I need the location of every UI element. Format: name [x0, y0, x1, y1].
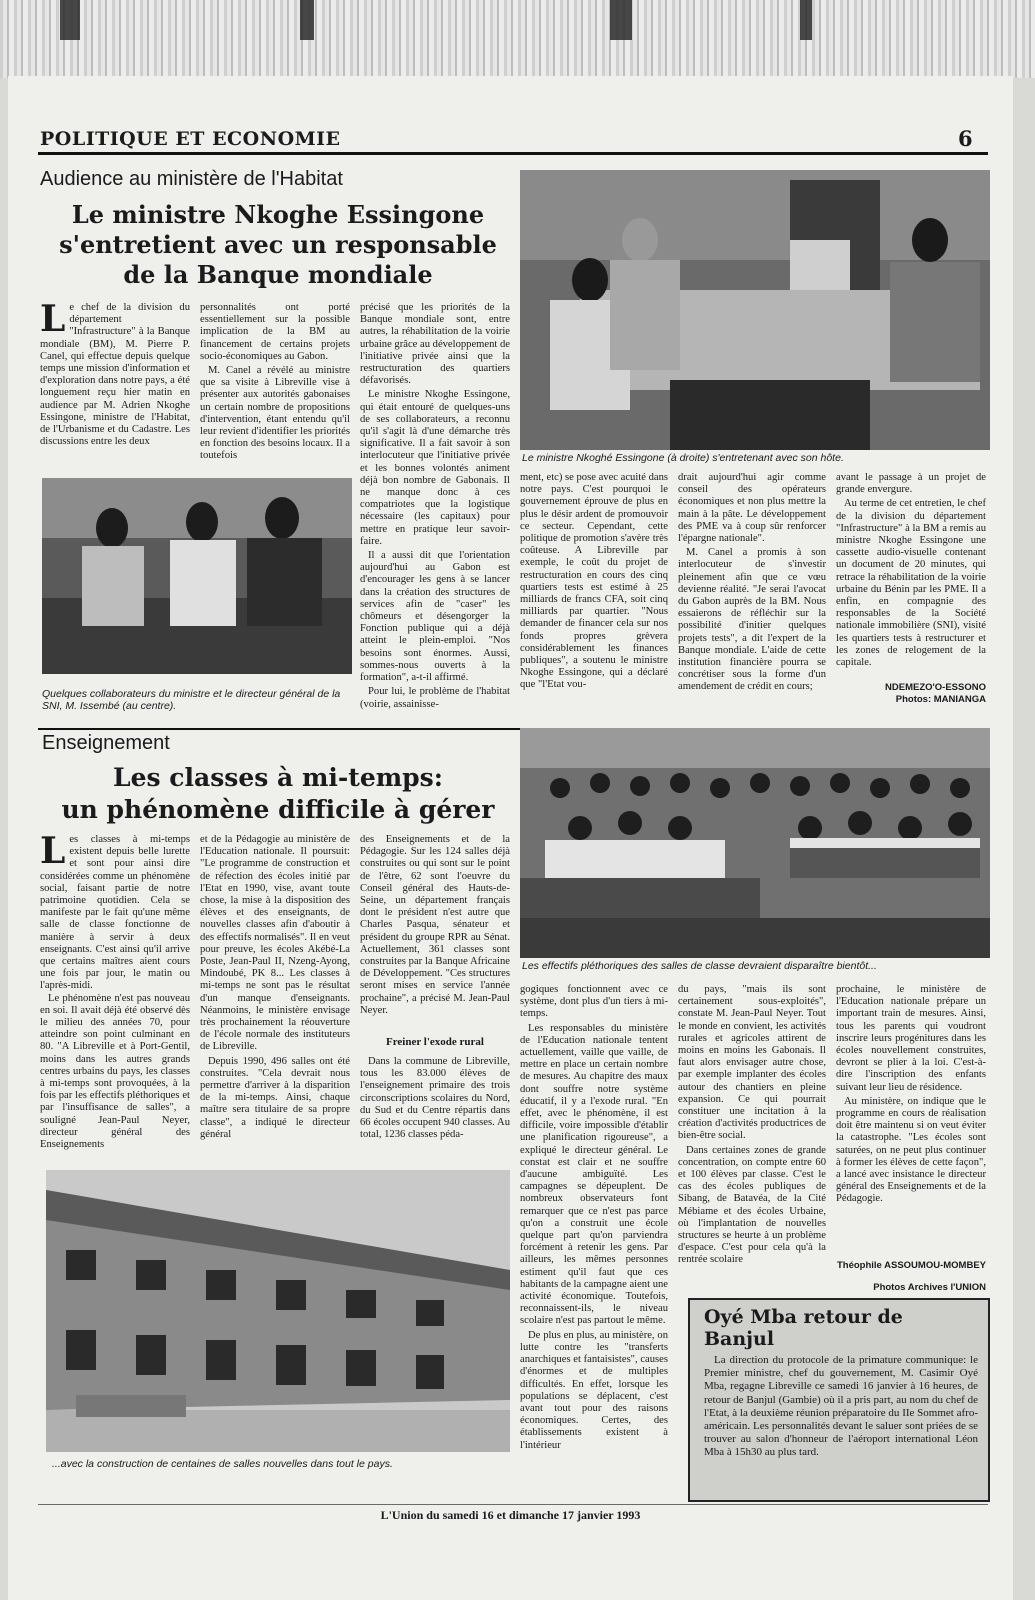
article1-column-1 — [40, 302, 190, 472]
article1-photo-collaborators — [42, 478, 352, 674]
article1-column-3 — [360, 302, 510, 722]
article2-photo1-caption: Les effectifs pléthoriques des salles de classe devraient disparaître bientôt... — [522, 960, 877, 972]
article1-paragraph: personnalités ont porté essentiellement sur la possible implication de la BM au financement de certains projets socio-économiques au Gabon. — [200, 302, 350, 362]
article1-paragraph: Le ministre Nkoghe Essingone, qui était entouré de quelques-uns de ses collaborateurs, a reconnu qu'il s'agit là d'une démarche très significative. Il a fait savoir à son interlocuteur que l'initiative privée et les bonnes volontés animent déjà bon nombre de Gabonais. Il ne manque donc à ces compatriotes que la logistique nécessaire (les capitaux) pour mettre en pratique leur savoir-faire. — [360, 389, 510, 547]
article1-paragraph: drait aujourd'hui agir comme conseil des opérateurs économiques et non plus mettre la main à la pâte. Le développement des PME va à coup sûr renforcer l'épargne nationale". — [678, 472, 826, 545]
article1-headline-line: s'entretient avec un responsable — [59, 230, 497, 259]
article1-column-6 — [836, 472, 986, 672]
article2-column-5 — [678, 984, 826, 1288]
brief-text: La direction du protocole de la primature communique: le Premier ministre, chef du gouvernement, M. Casimir Oyé Mba, regagne Libreville ce samedi 16 janvier à 16 heures, de retour de Banjul (Gambie) où il a pris part, au nom du chef de l'Etat, à la deuxième réunion préparatoire du IIe Sommet afro-américain. Les personnalités devant le saluer sont priées de se trouver au salon d'honneur de l'aéroport international Léon Mba à 15h30 au plus tard. — [704, 1354, 978, 1459]
article1-paragraph: M. Canel a révélé au ministre que sa visite à Libreville vise à présenter aux autorités gabonaises un certain nombre de propositions d'intervention, étant entendu qu'il leur revient d'identifier les priorités en fonction des besoins locaux. Il a toutefois — [200, 365, 350, 462]
article2-kicker: Enseignement — [42, 732, 170, 754]
article1-paragraph: M. Canel a promis à son interlocuteur de s'investir pleinement afin que ce vœu devienne réalité. "Je serai l'avocat du Gabon auprès de la BM. Nous essaierons de réfléchir sur la possibilité d'initier quelques projets tests", a dit l'expert de la Banque mondiale. L'aide de cette institution financière pourra se concrétiser sous la forme d'un amendement de crédit en cours; — [678, 547, 826, 693]
article2-column-2 — [200, 834, 350, 1164]
page-number: 6 — [958, 126, 974, 151]
article2-headline-line: un phénomène difficile à gérer — [61, 795, 495, 824]
article1-byline: NDEMEZO'O-ESSONO — [885, 682, 986, 693]
article2-byline: Théophile ASSOUMOU-MOMBEY — [836, 1260, 986, 1271]
article2-column-3b — [360, 1056, 510, 1166]
article1-kicker: Audience au ministère de l'Habitat — [40, 168, 343, 190]
article2-paragraph: Dans certaines zones de grande concentration, on compte entre 60 et 100 élèves par classe. C'est le cas des écoles publiques de Sibang, de Batavéa, de la Cité Mébiame et des écoles Urbaine, où l'implantation de nouvelles structures se heurte à un problème d'espace. C'est pour cela qu'à la rentrée scolaire — [678, 1144, 826, 1266]
article1-paragraph: ment, etc) se pose avec acuité dans notre pays. C'est pourquoi le gouvernement éprouve de plus en plus le désir ardent de promouvoir ce secteur. Cependant, cette politique de promotion s'avère très coûteuse. A Libreville par exemple, le coût du projet de restructuration en cours des cinq quartiers tests est estimé à 25 milliards de francs CFA, soit cinq milliards par quartier. "Nous demander de financer cela sur nos fonds propres grèvera considérablement les finances publiques", a soutenu le ministre Nkoghe Essingone, qui a déclaré que "l'Etat vou- — [520, 472, 668, 691]
article2-column-1 — [40, 834, 190, 1164]
article2-paragraph: prochaine, le ministère de l'Education nationale prépare un important train de mesures. Ainsi, tous les parents qui voudront inscrire leurs progénitures dans les écoles nouvellement construites, devront se plier à la loi. C'est-à-dire l'inscription des enfants suivant leur lieu de résidence. — [836, 984, 986, 1093]
article1-paragraph: Pour lui, le problème de l'habitat (voirie, assainisse- — [360, 686, 510, 710]
article2-drop-cap: L — [40, 834, 66, 872]
article1-photo1-caption: Le ministre Nkoghé Essingone (à droite) s'entretenant avec son hôte. — [522, 452, 844, 464]
article1-paragraph: précisé que les priorités de la Banque mondiale sont, entre autres, la réhabilitation de la voirie urbaine grâce au développement de l'initiative privée ainsi que la restructuration des quartiers défavorisés. — [360, 302, 510, 387]
article2-photo2-caption: ...avec la construction de centaines de salles nouvelles dans tout le pays. — [52, 1458, 393, 1470]
article2-subhead: Freiner l'exode rural — [386, 1036, 484, 1048]
article1-paragraph: Au terme de cet entretien, le chef de la division du département "Infrastructure" à la BM a remis au ministre Nkoghe Essingone une cassette audio-visuelle contenant un document de 20 minutes, qui retrace la réhabilitation de la voirie urbaine du Bénin par les PME. Il a enfin, en compagnie des responsables de la Société nationale immobilière (SNI), visité les quartiers tests à restructurer et les zones de relogement de la capitale. — [836, 498, 986, 669]
newspaper-page — [8, 76, 1013, 1600]
article2-paragraph: Les responsables du ministère de l'Education nationale tentent actuellement, vaille que vaille, de mettre en place un certain nombre de mesures. Au chapitre des maux dont souffre notre système éducatif, il y a l'exode rural. "En effet, avec le phénomène, il est difficile, voire impossible d'établir une planification rigoureuse", a expliqué le directeur général. Le constat est clair et ne souffre d'aucune ambiguïté. Les campagnes se dépeuplent. De nombreux observateurs font remarquer que ce n'est pas parce qu'on a construit une école quelque part qu'on parviendra forcément à retenir les gens. Par ailleurs, les mêmes personnes estiment qu'il faut que ces habitants de la campagne aient une activité économique. Toutefois, reconnaissent-ils, le niveau scolaire n'est pas partout le même. — [520, 1022, 668, 1327]
article2-column-6 — [836, 984, 986, 1256]
article1-column-4 — [520, 472, 668, 724]
article2-photo-credit: Photos Archives l'UNION — [873, 1282, 986, 1293]
article2-headline — [38, 762, 518, 826]
article2-paragraph: De plus en plus, au ministère, on lutte contre les "transferts anarchiques et fantaisistes", causes d'énormes et de multiples difficultés. En effet, lorsque les populations se déplacent, c'est avant tout pour des raisons économiques. Certes, des établissements existent à l'intérieur — [520, 1329, 668, 1451]
article2-paragraph: du pays, "mais ils sont certainement sous-exploités", constate M. Jean-Paul Neyer. Tout le monde en convient, les activités rurales et agricoles attirent de moins en moins les Gabonais. Il faut alors envisager autre chose, par exemple implanter des écoles autour des chantiers en pleine expansion. Ce qui pourrait constituer une incitation à la création d'activités productrices de bien-être social. — [678, 984, 826, 1142]
section-title: POLITIQUE ET ECONOMIE — [40, 128, 341, 150]
article2-photo-construction — [46, 1170, 510, 1452]
article1-drop-cap: L — [40, 302, 66, 340]
footer-rule — [38, 1504, 988, 1505]
header-rule — [38, 152, 988, 155]
article2-column-4 — [520, 984, 668, 1498]
article2-column-3 — [360, 834, 510, 1030]
article1-headline-line: Le ministre Nkoghe Essingone — [71, 200, 485, 229]
brief-title: Oyé Mba retour de Banjul — [704, 1306, 903, 1350]
article1-photo-credit: Photos: MANIANGA — [895, 694, 986, 705]
article2-paragraph: es classes à mi-temps existent depuis belle lurette et sont pour ainsi dire considérées comme un phénomène social, faisant partie de notre patrimoine quotidien. Cela se manifeste par le fait qu'une même salle de classe fonctionne de manière à servir à deux enseignants. C'est ainsi qu'il arrive que certains maîtres aient cours une fois par jour, le matin ou l'après-midi. — [40, 834, 190, 992]
article2-paragraph: Au ministère, on indique que le programme en cours de réalisation doit être maintenu si on veut éviter la catastrophe. "Les écoles sont saturées, on ne peut plus continuer à former les élèves de cette façon", a lancé avec insistance le directeur général des Enseignements et de la Pédagogie. — [836, 1095, 986, 1205]
article2-paragraph: gogiques fonctionnent avec ce système, dont plus d'un tiers à mi-temps. — [520, 984, 668, 1020]
article1-paragraph: avant le passage à un projet de grande envergure. — [836, 472, 986, 496]
article2-paragraph: Le phénomène n'est pas nouveau en soi. Il avait déjà été observé dès le milieu des années 70, pour atteindre son point culminant en 80. "A Libreville et à Port-Gentil, moins dans les autres grands centres urbains du pays, les classes à mi-temps sont provoquées, à la fois par les effectifs pléthoriques et par l'insuffisance de salles", a souligné Jean-Paul Neyer, directeur général des Enseignements — [40, 992, 190, 1151]
brief-box — [688, 1298, 990, 1502]
article2-paragraph: Dans la commune de Libreville, tous les 83.000 élèves de l'enseignement primaire des trois circonscriptions scolaires du Nord, du Sud et du Centre répartis dans 66 écoles occupent 940 classes. Au total, 1236 classes péda- — [360, 1056, 510, 1141]
article1-column-2 — [200, 302, 350, 472]
article1-photo-meeting — [520, 170, 990, 450]
article1-headline-line: de la Banque mondiale — [123, 260, 433, 289]
article1-paragraph: e chef de la division du département "Infrastructure" à la Banque mondiale (BM), M. Pierre P. Canel, qui effectue depuis quelque temps une mission d'information et d'exploration dans notre pays, a été longuement reçu hier matin en audience par M. Adrien Nkoghe Essingone, ministre de l'Habitat, de l'Urbanisme et du Cadastre. Les discussions entre les deux — [40, 302, 190, 448]
article2-paragraph: et de la Pédagogie au ministère de l'Education nationale. Il poursuit: "Le programme de construction et de réfection des écoles initié par l'Etat en 1990, vise, avant toute chose, la mise à la disposition des élèves et des enseignants, de nouvelles classes afin d'aboutir à des effectifs normalisés". Il en veut pour preuve, les écoles Akébé-La Poste, Jean-Paul II, Nzeng-Ayong, Mindoubé, PK 8... Les classes à mi-temps ne sont pas le résultat d'un manque d'enseignants. Néanmoins, le ministère envisage très prochainement la réouverture de l'école normale des instituteurs de Libreville. — [200, 834, 350, 1053]
article1-paragraph: Il a aussi dit que l'orientation aujourd'hui au Gabon est d'encourager les gens à se lancer dans la création des structures de services afin de "caser" les chômeurs et désengorger la Fonction publique qui a déjà atteint le plein-emploi. "Nos besoins sont énormes. Aussi, sommes-nous ouverts à la formation", a-t-il affirmé. — [360, 550, 510, 684]
article2-headline-line: Les classes à mi-temps: — [113, 763, 443, 792]
scan-noise-band — [0, 0, 1035, 78]
article1-headline — [38, 200, 518, 290]
article2-paragraph: Depuis 1990, 496 salles ont été construites. "Cela devrait nous permettre d'arriver à la disparition de la mi-temps. Ainsi, chaque maître sera titulaire de sa propre classe", a indiqué le directeur général — [200, 1055, 350, 1140]
article1-column-5 — [678, 472, 826, 724]
article2-paragraph: des Enseignements et de la Pédagogie. Sur les 124 salles déjà construites ou qui sont sur le point de l'être, 62 sont l'oeuvre du Conseil général des Hauts-de-Seine, un département français dont le président n'est autre que Charles Pasqua, sénateur et président du groupe RPR au Sénat. Actuellement, 361 classes sont construites par la Banque Africaine de Développement. "Ces structures seront mises en service l'année prochaine", a précisé M. Jean-Paul Neyer. — [360, 834, 510, 1016]
article2-photo-classroom — [520, 728, 990, 958]
footer-dateline: L'Union du samedi 16 et dimanche 17 janvier 1993 — [380, 1508, 641, 1522]
article1-photo2-caption: Quelques collaborateurs du ministre et le directeur général de la SNI, M. Issembé (au centre). — [42, 688, 341, 712]
